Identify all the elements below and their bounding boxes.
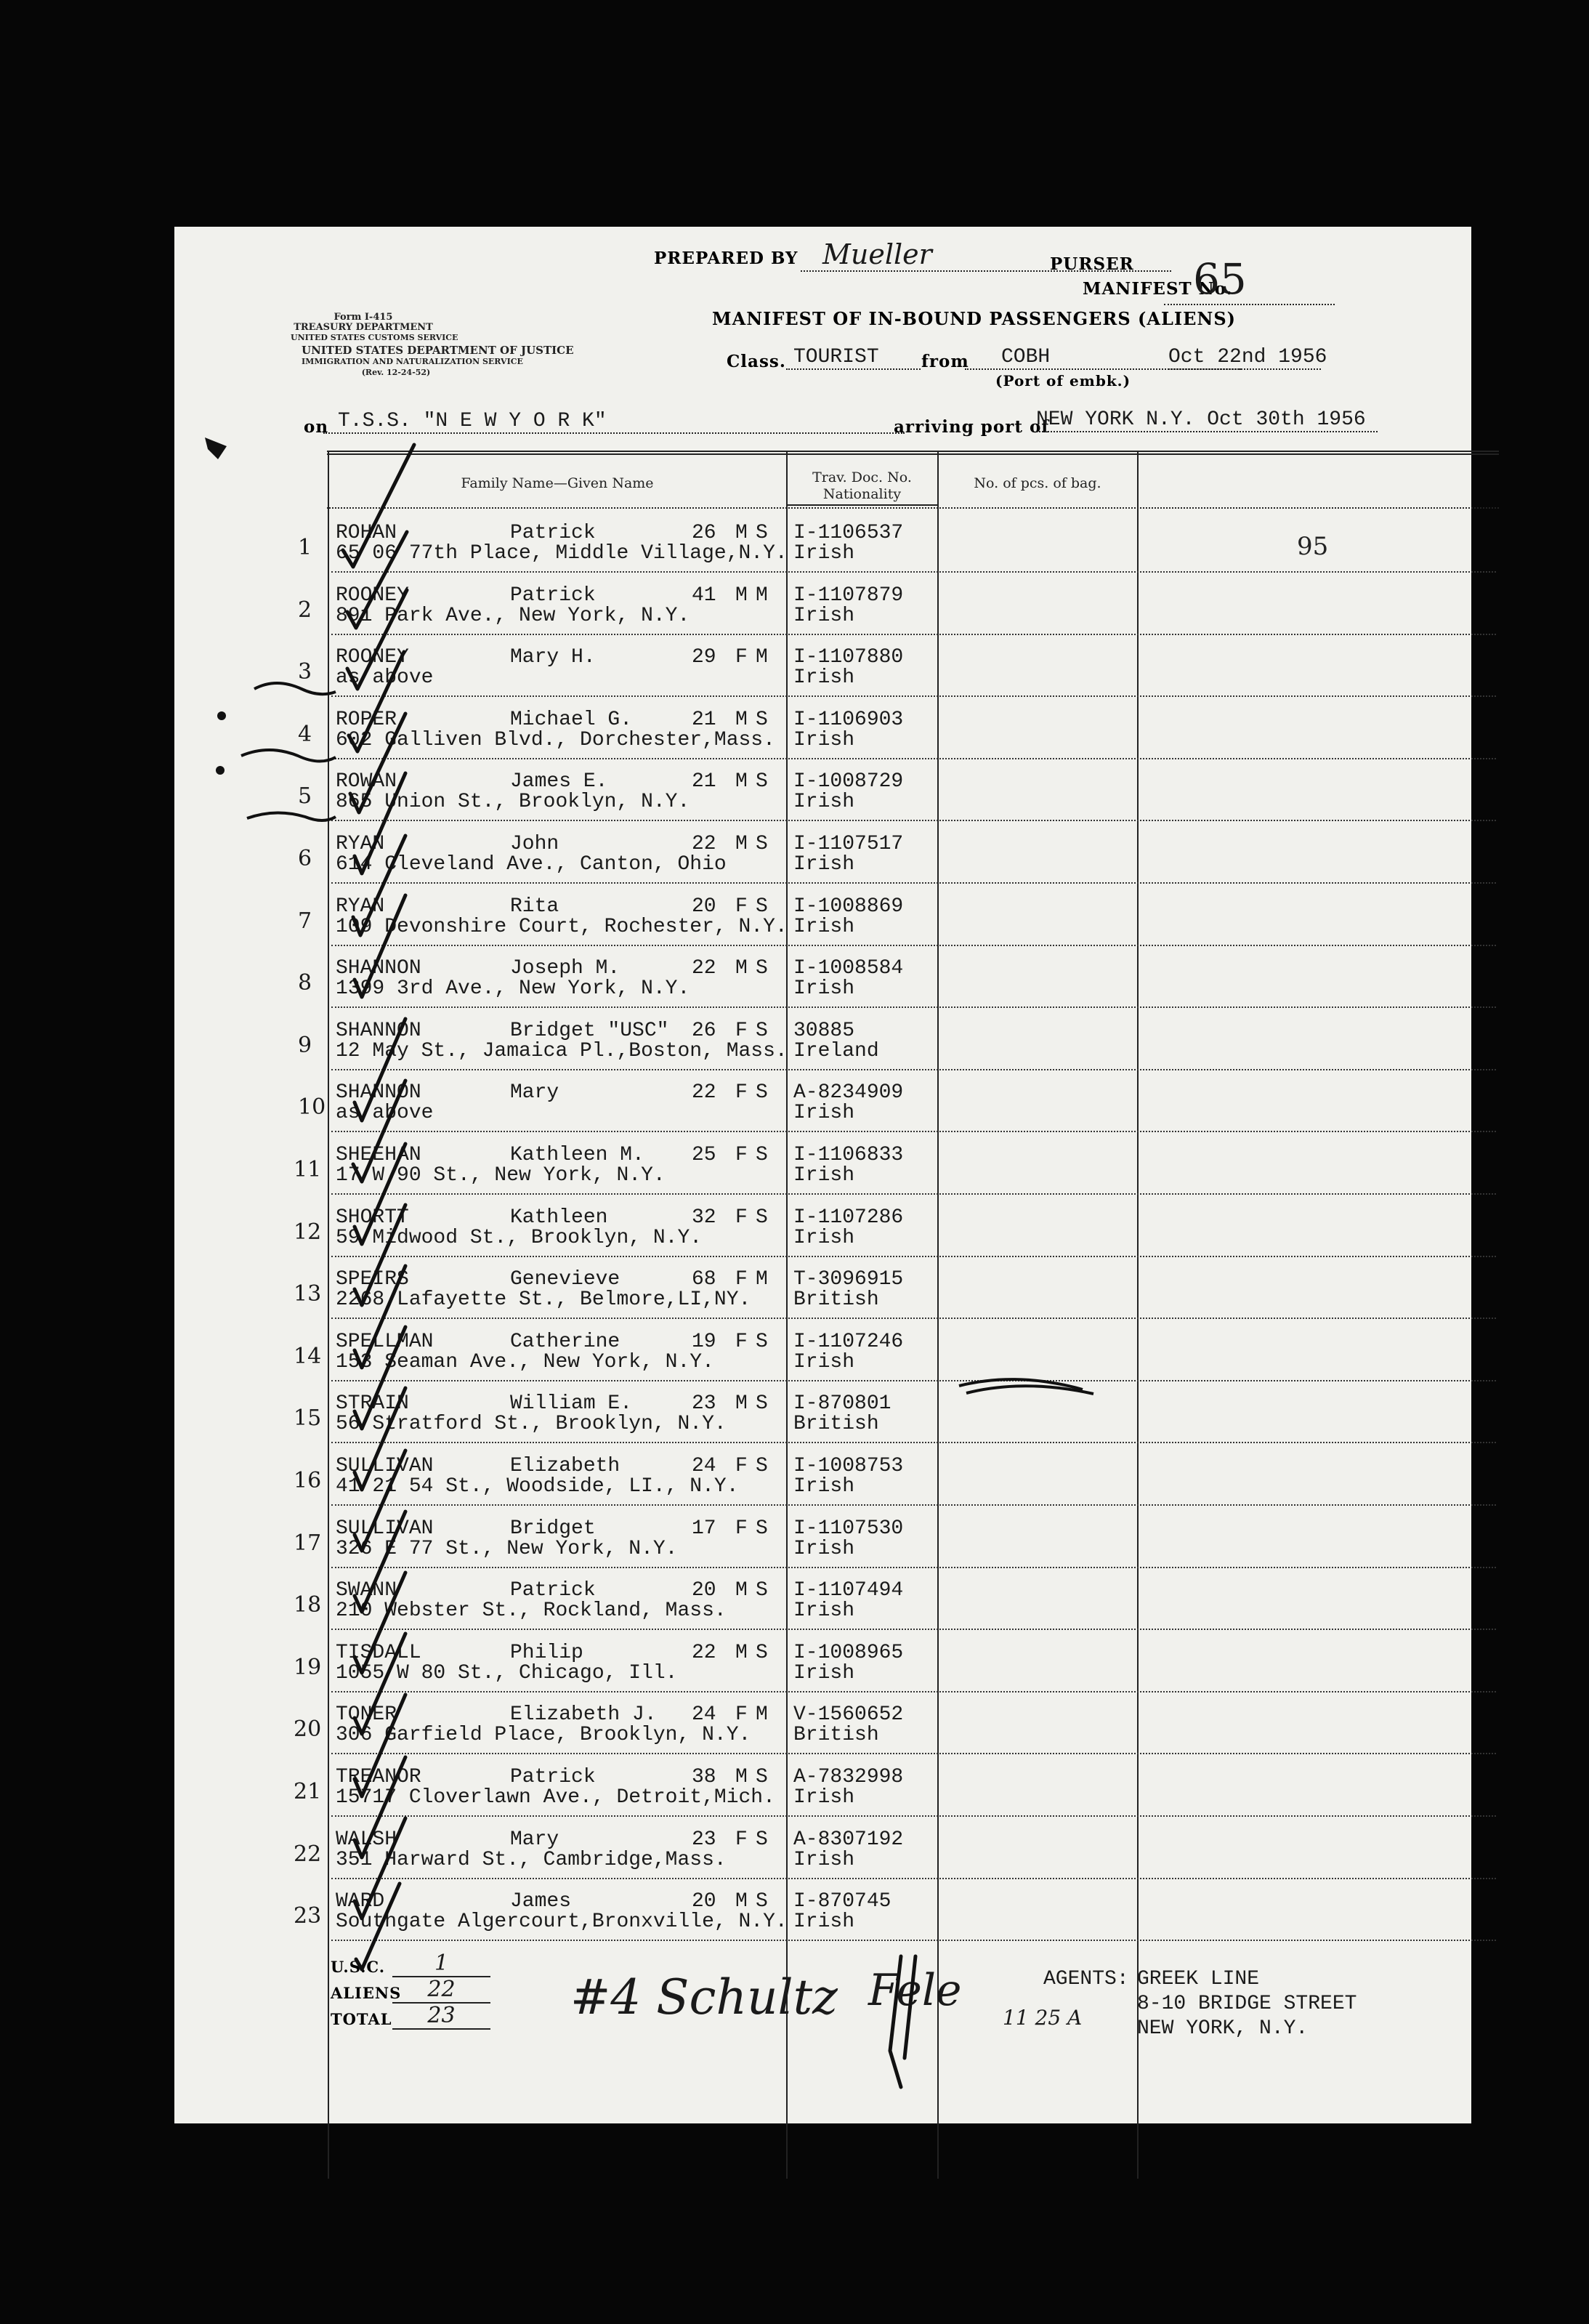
travel-doc-number: A-8307192	[793, 1828, 904, 1851]
marital-status: S	[756, 957, 768, 980]
given-name: Bridget "USC"	[510, 1019, 669, 1042]
nationality: British	[793, 1288, 879, 1312]
aliens-label: ALIENS	[331, 1984, 402, 2002]
sex: M	[735, 1392, 748, 1416]
family-name: STRAIN	[336, 1392, 409, 1416]
purser-label: PURSER	[1050, 254, 1134, 274]
address: 109 Devonshire Court, Rochester, N.Y.	[336, 915, 788, 938]
given-name: Mary H.	[510, 646, 596, 669]
age: 20	[692, 895, 716, 918]
marital-status: S	[756, 1081, 768, 1105]
sex: F	[735, 1455, 748, 1477]
family-name: ROPER	[336, 708, 397, 731]
address: 65 06 77th Place, Middle Village,N.Y.	[336, 542, 788, 565]
age: 26	[692, 1019, 716, 1042]
handwritten-note: #4 Schultz	[570, 1969, 838, 2025]
given-name: Joseph M.	[510, 957, 620, 980]
sex: M	[735, 584, 748, 607]
marital-status: S	[756, 1517, 768, 1540]
family-name: ROHAN	[336, 522, 397, 544]
given-name: Philip	[510, 1641, 583, 1664]
sex: F	[735, 646, 748, 669]
sex: F	[735, 1330, 748, 1353]
travel-doc-number: I-1107530	[793, 1517, 904, 1540]
family-name: ROWAN	[336, 770, 397, 794]
travel-doc-number: I-1107494	[793, 1579, 904, 1602]
port-embk-label: (Port of embk.)	[995, 372, 1131, 390]
given-name: James E.	[510, 770, 608, 794]
family-name: SPELLMAN	[336, 1330, 434, 1353]
age: 23	[692, 1828, 716, 1851]
travel-doc-number: I-1106537	[793, 522, 904, 544]
row-number: 20	[294, 1716, 322, 1743]
sex: M	[735, 833, 748, 855]
nationality: Irish	[793, 728, 855, 751]
nationality: British	[793, 1724, 879, 1747]
travel-doc-number: A-8234909	[793, 1081, 904, 1105]
family-name: RYAN	[336, 833, 385, 855]
given-name: Kathleen	[510, 1206, 608, 1229]
family-name: SULLIVAN	[336, 1517, 434, 1540]
agents-line-3: NEW YORK, N.Y.	[1137, 2017, 1309, 2040]
nationality: Ireland	[793, 1039, 879, 1062]
manifest-title: MANIFEST OF IN-BOUND PASSENGERS (ALIENS)	[712, 308, 1237, 329]
nationality: British	[793, 1413, 879, 1436]
age: 26	[692, 522, 716, 544]
nationality: Irish	[793, 542, 855, 565]
travel-doc-number: I-1008869	[793, 895, 904, 918]
family-name: ROONEY	[336, 584, 409, 607]
marital-status: S	[756, 1455, 768, 1477]
address: 12 May St., Jamaica Pl.,Boston, Mass.	[336, 1039, 788, 1062]
age: 17	[692, 1517, 716, 1540]
address: 41 21 54 St., Woodside, LI., N.Y.	[336, 1475, 739, 1498]
address: 15717 Cloverlawn Ave., Detroit,Mich.	[336, 1786, 775, 1809]
nationality: Irish	[793, 666, 855, 690]
class-value: TOURIST	[786, 346, 921, 370]
aliens-value: 22	[392, 1977, 490, 2004]
age: 22	[692, 957, 716, 980]
travel-doc-number: I-870801	[793, 1392, 891, 1416]
agency-line: Form I-415	[333, 312, 393, 323]
sex: F	[735, 895, 748, 918]
sex: M	[735, 1766, 748, 1788]
marital-status: S	[756, 522, 768, 544]
column-header-doc: Trav. Doc. No.	[812, 469, 912, 485]
age: 24	[692, 1455, 716, 1477]
sex: M	[735, 957, 748, 980]
travel-doc-number: A-7832998	[793, 1766, 904, 1788]
age: 22	[692, 1641, 716, 1664]
travel-doc-number: I-1106903	[793, 708, 904, 731]
row-number: 5	[298, 783, 312, 810]
given-name: Catherine	[510, 1330, 620, 1353]
given-name: Patrick	[510, 1579, 596, 1602]
marital-status: S	[756, 1019, 768, 1042]
row-number: 11	[294, 1157, 322, 1182]
travel-doc-number: I-870745	[793, 1890, 891, 1913]
row-number: 19	[294, 1654, 322, 1680]
agents-line-1: GREEK LINE	[1137, 1968, 1260, 1990]
address: Southgate Algercourt,Bronxville, N.Y.	[336, 1911, 788, 1934]
address: 865 Union St., Brooklyn, N.Y.	[336, 791, 690, 814]
travel-doc-number: I-1106833	[793, 1144, 904, 1166]
sex: M	[735, 708, 748, 731]
prepared-by-label: PREPARED BY	[654, 249, 798, 268]
travel-doc-number: I-1008753	[793, 1455, 904, 1477]
row-number: 21	[294, 1779, 322, 1804]
family-name: SULLIVAN	[336, 1455, 434, 1477]
sex: M	[735, 770, 748, 794]
nationality: Irish	[793, 977, 855, 1001]
travel-doc-number: I-1008584	[793, 957, 904, 980]
sex: M	[735, 1641, 748, 1664]
address: 351 Harward St., Cambridge,Mass.	[336, 1848, 727, 1871]
nationality: Irish	[793, 1350, 855, 1373]
handwritten-check-marks	[174, 227, 1471, 2123]
marital-status: S	[756, 1828, 768, 1851]
row-number: 7	[298, 908, 312, 934]
age: 38	[692, 1766, 716, 1788]
travel-doc-number: I-1107286	[793, 1206, 904, 1229]
arrival-port-date: NEW YORK N.Y. Oct 30th 1956	[1036, 408, 1378, 432]
manifest-no-label: MANIFEST No.	[1083, 279, 1233, 299]
sex: F	[735, 1144, 748, 1166]
age: 23	[692, 1392, 716, 1416]
address: 59 Midwood St., Brooklyn, N.Y.	[336, 1226, 703, 1249]
given-name: Patrick	[510, 1766, 596, 1788]
nationality: Irish	[793, 1102, 855, 1125]
family-name: TISDALL	[336, 1641, 421, 1664]
handwritten-initials: Fele	[868, 1965, 962, 2016]
age: 20	[692, 1890, 716, 1913]
nationality: Irish	[793, 1786, 855, 1809]
agency-line: TREASURY DEPARTMENT	[294, 322, 433, 333]
marital-status: S	[756, 833, 768, 855]
given-name: Patrick	[510, 522, 596, 544]
given-name: Mary	[510, 1828, 559, 1851]
given-name: William E.	[510, 1392, 633, 1416]
agents-line-2: 8-10 BRIDGE STREET	[1137, 1993, 1357, 2015]
marital-status: S	[756, 895, 768, 918]
marital-status: M	[756, 1703, 768, 1727]
sex: M	[735, 1890, 748, 1913]
age: 21	[692, 708, 716, 731]
nationality: Irish	[793, 1475, 855, 1498]
nationality: Irish	[793, 1226, 855, 1249]
column-header-nationality: Nationality	[822, 486, 902, 502]
given-name: Michael G.	[510, 708, 633, 731]
address: 210 Webster St., Rockland, Mass.	[336, 1599, 727, 1623]
row-number: 22	[294, 1841, 322, 1867]
row-number: 16	[294, 1468, 322, 1493]
given-name: Rita	[510, 895, 559, 918]
given-name: Elizabeth J.	[510, 1703, 657, 1727]
column-header-name: Family Name—Given Name	[461, 475, 654, 491]
address: as above	[336, 1102, 434, 1125]
on-label: on	[304, 417, 329, 437]
marital-status: S	[756, 1206, 768, 1229]
given-name: Bridget	[510, 1517, 596, 1540]
agency-line: (Rev. 12-24-52)	[361, 368, 431, 377]
sex: F	[735, 1081, 748, 1105]
arriving-label: arriving port of	[894, 417, 1050, 437]
age: 22	[692, 833, 716, 855]
address: 1399 3rd Ave., New York, N.Y.	[336, 977, 690, 1001]
marital-status: S	[756, 1641, 768, 1664]
nationality: Irish	[793, 604, 855, 627]
nationality: Irish	[793, 1911, 855, 1934]
address: 17 W 90 St., New York, N.Y.	[336, 1164, 666, 1187]
given-name: John	[510, 833, 559, 855]
row-number: 9	[298, 1032, 312, 1058]
nationality: Irish	[793, 915, 855, 938]
nationality: Irish	[793, 853, 855, 876]
from-port: COBH	[965, 346, 1241, 370]
row-number: 13	[294, 1281, 322, 1307]
address: 602 Galliven Blvd., Dorchester,Mass.	[336, 728, 775, 751]
nationality: Irish	[793, 791, 855, 814]
row-number: 18	[294, 1592, 322, 1618]
sex: F	[735, 1517, 748, 1540]
class-label: Class.	[727, 352, 786, 371]
vessel-name: T.S.S. "N E W Y O R K"	[323, 410, 905, 434]
travel-doc-number: I-1008965	[793, 1641, 904, 1664]
family-name: SHANNON	[336, 1081, 421, 1105]
travel-doc-number: I-1107879	[793, 584, 904, 607]
age: 21	[692, 770, 716, 794]
page-note-number: 95	[1297, 532, 1329, 561]
given-name: James	[510, 1890, 572, 1913]
given-name: Genevieve	[510, 1268, 620, 1291]
age: 22	[692, 1081, 716, 1105]
given-name: Mary	[510, 1081, 559, 1105]
sex: F	[735, 1828, 748, 1851]
travel-doc-number: V-1560652	[793, 1703, 904, 1727]
address: 306 Garfield Place, Brooklyn, N.Y.	[336, 1724, 751, 1747]
sex: F	[735, 1268, 748, 1291]
travel-doc-number: 30885	[793, 1019, 855, 1042]
family-name: SHANNON	[336, 957, 421, 980]
marital-status: S	[756, 1392, 768, 1416]
prepared-by-signature: Mueller	[801, 238, 1171, 272]
marital-status: S	[756, 1579, 768, 1602]
age: 29	[692, 646, 716, 669]
family-name: TONER	[336, 1703, 397, 1727]
nationality: Irish	[793, 1661, 855, 1685]
address: 153 Seaman Ave., New York, N.Y.	[336, 1350, 714, 1373]
total-value: 23	[392, 2003, 490, 2030]
age: 24	[692, 1703, 716, 1727]
total-label: TOTAL	[331, 2010, 392, 2028]
family-name: SPEIRS	[336, 1268, 409, 1291]
travel-doc-number: I-1107246	[793, 1330, 904, 1353]
sex: M	[735, 522, 748, 544]
family-name: SHORTT	[336, 1206, 409, 1229]
age: 20	[692, 1579, 716, 1602]
row-number: 4	[298, 721, 312, 747]
marital-status: M	[756, 1268, 768, 1291]
travel-doc-number: T-3096915	[793, 1268, 904, 1291]
given-name: Patrick	[510, 584, 596, 607]
address: as above	[336, 666, 434, 690]
address: 56 Stratford St., Brooklyn, N.Y.	[336, 1413, 727, 1436]
address: 2268 Lafayette St., Belmore,LI,NY.	[336, 1288, 751, 1312]
row-number: 8	[298, 970, 312, 996]
usc-value: 1	[392, 1950, 490, 1977]
nationality: Irish	[793, 1599, 855, 1623]
agents-label: AGENTS:	[1043, 1968, 1129, 1990]
nationality: Irish	[793, 1848, 855, 1871]
travel-doc-number: I-1107880	[793, 646, 904, 669]
from-label: from	[921, 352, 969, 371]
nationality: Irish	[793, 1537, 855, 1560]
sex: F	[735, 1019, 748, 1042]
travel-doc-number: I-1008729	[793, 770, 904, 794]
agency-line: UNITED STATES CUSTOMS SERVICE	[291, 333, 458, 342]
age: 41	[692, 584, 716, 607]
row-number: 12	[294, 1219, 322, 1245]
given-name: Elizabeth	[510, 1455, 620, 1477]
row-number: 15	[294, 1405, 322, 1432]
agency-line: IMMIGRATION AND NATURALIZATION SERVICE	[302, 357, 523, 366]
row-number: 1	[298, 535, 312, 560]
marital-status: S	[756, 770, 768, 794]
handwritten-date: 11 25 A	[1003, 2006, 1083, 2030]
manifest-number: 65	[1164, 254, 1335, 305]
marital-status: S	[756, 1144, 768, 1166]
family-name: SHANNON	[336, 1019, 421, 1042]
age: 25	[692, 1144, 716, 1166]
column-header-bags: No. of pcs. of bag.	[974, 475, 1101, 491]
row-number: 23	[294, 1903, 322, 1929]
address: 891 Park Ave., New York, N.Y.	[336, 604, 690, 627]
age: 19	[692, 1330, 716, 1353]
row-number: 10	[298, 1094, 326, 1121]
sex: F	[735, 1703, 748, 1727]
sex: M	[735, 1579, 748, 1602]
marital-status: S	[756, 1330, 768, 1353]
family-name: SWANN	[336, 1579, 397, 1602]
embark-date: Oct 22nd 1956	[1168, 346, 1327, 368]
row-number: 14	[294, 1343, 322, 1369]
agency-line: UNITED STATES DEPARTMENT OF JUSTICE	[302, 344, 574, 357]
family-name: TREANOR	[336, 1766, 421, 1788]
marital-status: M	[756, 584, 768, 607]
row-number: 2	[298, 597, 312, 623]
sex: F	[735, 1206, 748, 1229]
family-name: WALSH	[336, 1828, 397, 1851]
marital-status: M	[756, 646, 768, 669]
address: 614 Cleveland Ave., Canton, Ohio	[336, 853, 727, 876]
marital-status: S	[756, 1766, 768, 1788]
marital-status: S	[756, 1890, 768, 1913]
usc-label: U.S.C.	[331, 1958, 386, 1976]
age: 32	[692, 1206, 716, 1229]
nationality: Irish	[793, 1164, 855, 1187]
row-number: 6	[298, 846, 312, 871]
family-name: ROONEY	[336, 646, 409, 669]
age: 68	[692, 1268, 716, 1291]
address: 1055 W 80 St., Chicago, Ill.	[336, 1661, 678, 1685]
row-number: 17	[294, 1530, 322, 1556]
family-name: RYAN	[336, 895, 385, 918]
family-name: SHEEHAN	[336, 1144, 421, 1166]
travel-doc-number: I-1107517	[793, 833, 904, 855]
row-number: 3	[298, 659, 312, 685]
manifest-page	[174, 227, 1471, 2123]
family-name: WARD	[336, 1890, 385, 1913]
marital-status: S	[756, 708, 768, 731]
given-name: Kathleen M.	[510, 1144, 644, 1166]
address: 326 E 77 St., New York, N.Y.	[336, 1537, 678, 1560]
